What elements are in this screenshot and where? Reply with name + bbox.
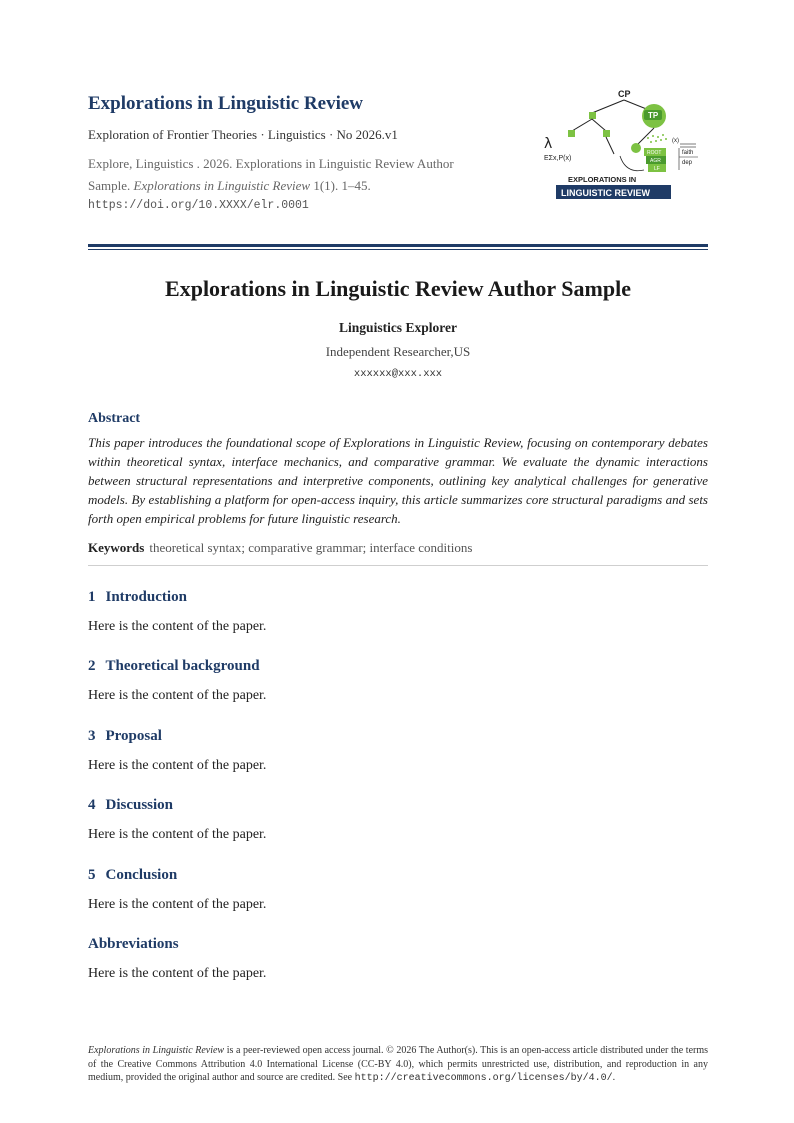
section-title: Introduction — [105, 589, 187, 605]
footer-journal: Explorations in Linguistic Review — [88, 1045, 225, 1056]
journal-title: Explorations in Linguistic Review — [88, 93, 363, 114]
keywords-text: theoretical syntax; comparative grammar; interface conditions — [149, 540, 473, 555]
section-body: Here is the content of the paper. — [88, 758, 267, 773]
section-number: 4 — [88, 797, 96, 813]
author-name: Linguistics Explorer — [339, 320, 457, 335]
header-rule-thin — [88, 249, 708, 250]
header-rule — [88, 244, 708, 247]
logo-block-agr-label: AGR — [650, 158, 661, 164]
logo-dep: dep — [682, 160, 693, 166]
footer-end: . — [612, 1072, 616, 1083]
section-heading — [88, 589, 187, 606]
keywords-rule — [88, 565, 708, 566]
journal-logo — [540, 86, 700, 202]
logo-wordmark-top: EXPLORATIONS IN — [568, 175, 637, 184]
logo-x-label: (x) — [672, 138, 679, 144]
logo-block-root-label: ROOT — [647, 150, 662, 156]
logo-square-node-2 — [568, 130, 575, 137]
section-number: 5 — [88, 867, 96, 883]
author-email[interactable]: xxxxxx@xxx.xxx — [353, 368, 443, 380]
section-heading — [88, 728, 162, 745]
abstract-heading: Abstract — [88, 411, 141, 426]
paper-title: Explorations in Linguistic Review Author Sample — [165, 276, 631, 301]
section-heading — [88, 797, 173, 814]
logo-formula: EΣx,P(x) — [544, 155, 572, 162]
section-title: Theoretical background — [105, 658, 260, 674]
section-title: Abbreviations — [88, 936, 179, 952]
license-url[interactable]: http://creativecommons.org/licenses/by/4.0/ — [354, 1073, 613, 1084]
keywords — [88, 540, 472, 556]
logo-node-cp: CP — [618, 89, 631, 99]
license-footer — [88, 1044, 708, 1086]
section-title: Proposal — [105, 728, 162, 744]
author-affiliation: Independent Researcher,US — [325, 344, 471, 359]
citation-journal: Explorations in Linguistic Review — [133, 178, 311, 193]
section-body: Here is the content of the paper. — [88, 897, 267, 912]
doi-link[interactable]: https://doi.org/10.XXXX/elr.0001 — [88, 199, 309, 212]
logo-circle-node — [631, 143, 641, 153]
logo-node-tp: TP — [648, 111, 659, 120]
section-body: Here is the content of the paper. — [88, 966, 267, 981]
keywords-label: Keywords — [88, 540, 145, 555]
section-body: Here is the content of the paper. — [88, 827, 267, 842]
citation — [88, 153, 488, 197]
citation-prefix: Explore, Linguistics . 2026. Explorations in Linguistic Review Author Sample. — [88, 156, 454, 193]
logo-faith: faith — [682, 150, 694, 156]
section-title: Discussion — [105, 797, 174, 813]
logo-lambda: λ — [544, 136, 553, 152]
section-heading — [88, 658, 260, 675]
section-title: Conclusion — [105, 867, 178, 883]
section-body: Here is the content of the paper. — [88, 688, 267, 703]
logo-block-lf-label: LF — [654, 166, 660, 172]
footer-text: is a peer-reviewed open access journal. © 2026 The Author(s). This is an open-access article distributed under the terms of the Creative Commons Attribution 4.0 International License (CC-BY 4.0), which permits unrestricted use, distribution, and reproduction in any medium, provided the original author and source are credited. See — [88, 1045, 709, 1083]
paper-page — [88, 0, 708, 1123]
citation-suffix: 1(1). 1–45. — [313, 178, 371, 193]
logo-square-node-3 — [603, 130, 610, 137]
journal-subtitle: Exploration of Frontier Theories · Linguistics · No 2026.v1 — [88, 127, 398, 142]
logo-wordmark-bottom: LINGUISTIC REVIEW — [561, 188, 651, 198]
section-heading — [88, 867, 177, 884]
abstract-text: This paper introduces the foundational scope of Explorations in Linguistic Review, focusing on contemporary debates within theoretical syntax, interface mechanics, and comparative grammar. We evaluate the dynamic interactions between structural representations and interpretive components, outlining key analytical challenges for generative models. By establishing a platform for open-access inquiry, this article summarizes core structural paradigms and sets forth open empirical problems for future linguistic research. — [88, 435, 708, 526]
section-body: Here is the content of the paper. — [88, 619, 267, 634]
section-number: 2 — [88, 658, 96, 674]
logo-square-node — [589, 112, 596, 119]
section-heading — [88, 936, 179, 953]
section-number: 1 — [88, 589, 96, 605]
section-number: 3 — [88, 728, 96, 744]
